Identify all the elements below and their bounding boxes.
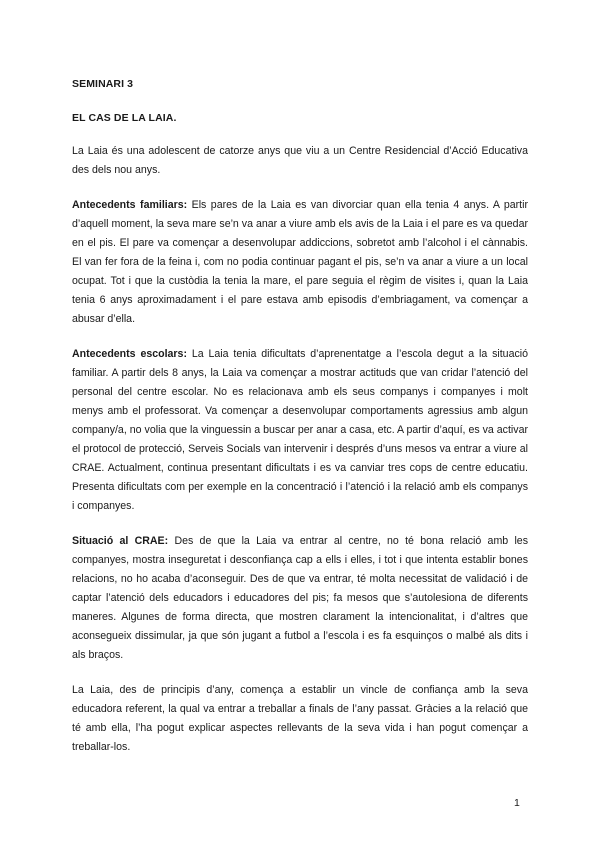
crae-situation-text: Des de que la Laia va entrar al centre, no té bona relació amb les companyes, mostra inseguretat i desconfiança cap a ells i elles, i tot i que intenta establir bones relacions, no ho acaba d’aconseguir. Des de que va entrar, té molta necessitat de validació i de captar l’atenció dels educadors i educadores del pis; fa mesos que s’autolesiona de diferents maneres. Algunes de forma directa, que mostren clarament la intencionalitat, i d’altres que aconsegueix dissimular, ja que són jugant a futbol a l’escola i es fa esquinços o malbé als dits i als braços. <box>72 535 528 661</box>
seminar-title: SEMINARI 3 <box>72 78 134 90</box>
school-history-text: La Laia tenia dificultats d’aprenentatge a l’escola degut a la situació familiar. A partir dels 8 anys, la Laia va començar a mostrar actituds que van cridar l’atenció del personal del centre escolar. No es relacionava amb els seus companys i companyes i molt menys amb el professorat. Va començar a desenvolupar comportaments agressius amb algun company/a, no volia que la vinguessin a buscar per anar a casa, etc. A partir d’aquí, es va activar el protocol de protecció, Serveis Socials van intervenir i després d’uns mesos va entrar a viure al CRAE. Actualment, continua presentant dificultats i es va canviar tres cops de centre educatiu. Presenta dificultats com per exemple en la concentració i l’atenció i la relació amb els companys i companyes. <box>72 348 529 512</box>
case-title: EL CAS DE LA LAIA. <box>72 112 177 124</box>
crae-situation-label: Situació al CRAE: <box>72 535 169 547</box>
closing-paragraph: La Laia, des de principis d’any, comença a establir un vincle de confiança amb la seva educadora referent, la qual va entrar a treballar a finals de l’any passat. Gràcies a la relació que té amb ella, l’ha pogut explicar aspectes rellevants de la seva vida i han pogut començar a treballar-los. <box>72 684 528 753</box>
page-number: 1 <box>514 797 520 809</box>
document-page <box>72 78 528 757</box>
family-history-label: Antecedents familiars: <box>72 199 188 211</box>
school-history-label: Antecedents escolars: <box>72 348 187 360</box>
intro-paragraph: La Laia és una adolescent de catorze anys que viu a un Centre Residencial d’Acció Educativa des dels nou anys. <box>72 145 528 176</box>
school-history-paragraph <box>72 345 528 516</box>
crae-situation-paragraph <box>72 532 528 665</box>
family-history-text: Els pares de la Laia es van divorciar quan ella tenia 4 anys. A partir d’aquell moment, la seva mare se’n va anar a viure amb els avis de la Laia i el pare es va quedar en el pis. El pare va començar a desenvolupar addiccions, sobretot amb l’alcohol i el cànnabis. El van fer fora de la feina i, com no podia continuar pagant el pis, se’n va anar a viure a un local ocupat. Tot i que la custòdia la tenia la mare, el pare seguia el règim de visites i, quan la Laia tenia 6 anys aproximadament i el pare estava amb episodis d’embriagament, va començar a abusar d’ella. <box>72 199 529 325</box>
family-history-paragraph <box>72 196 528 329</box>
